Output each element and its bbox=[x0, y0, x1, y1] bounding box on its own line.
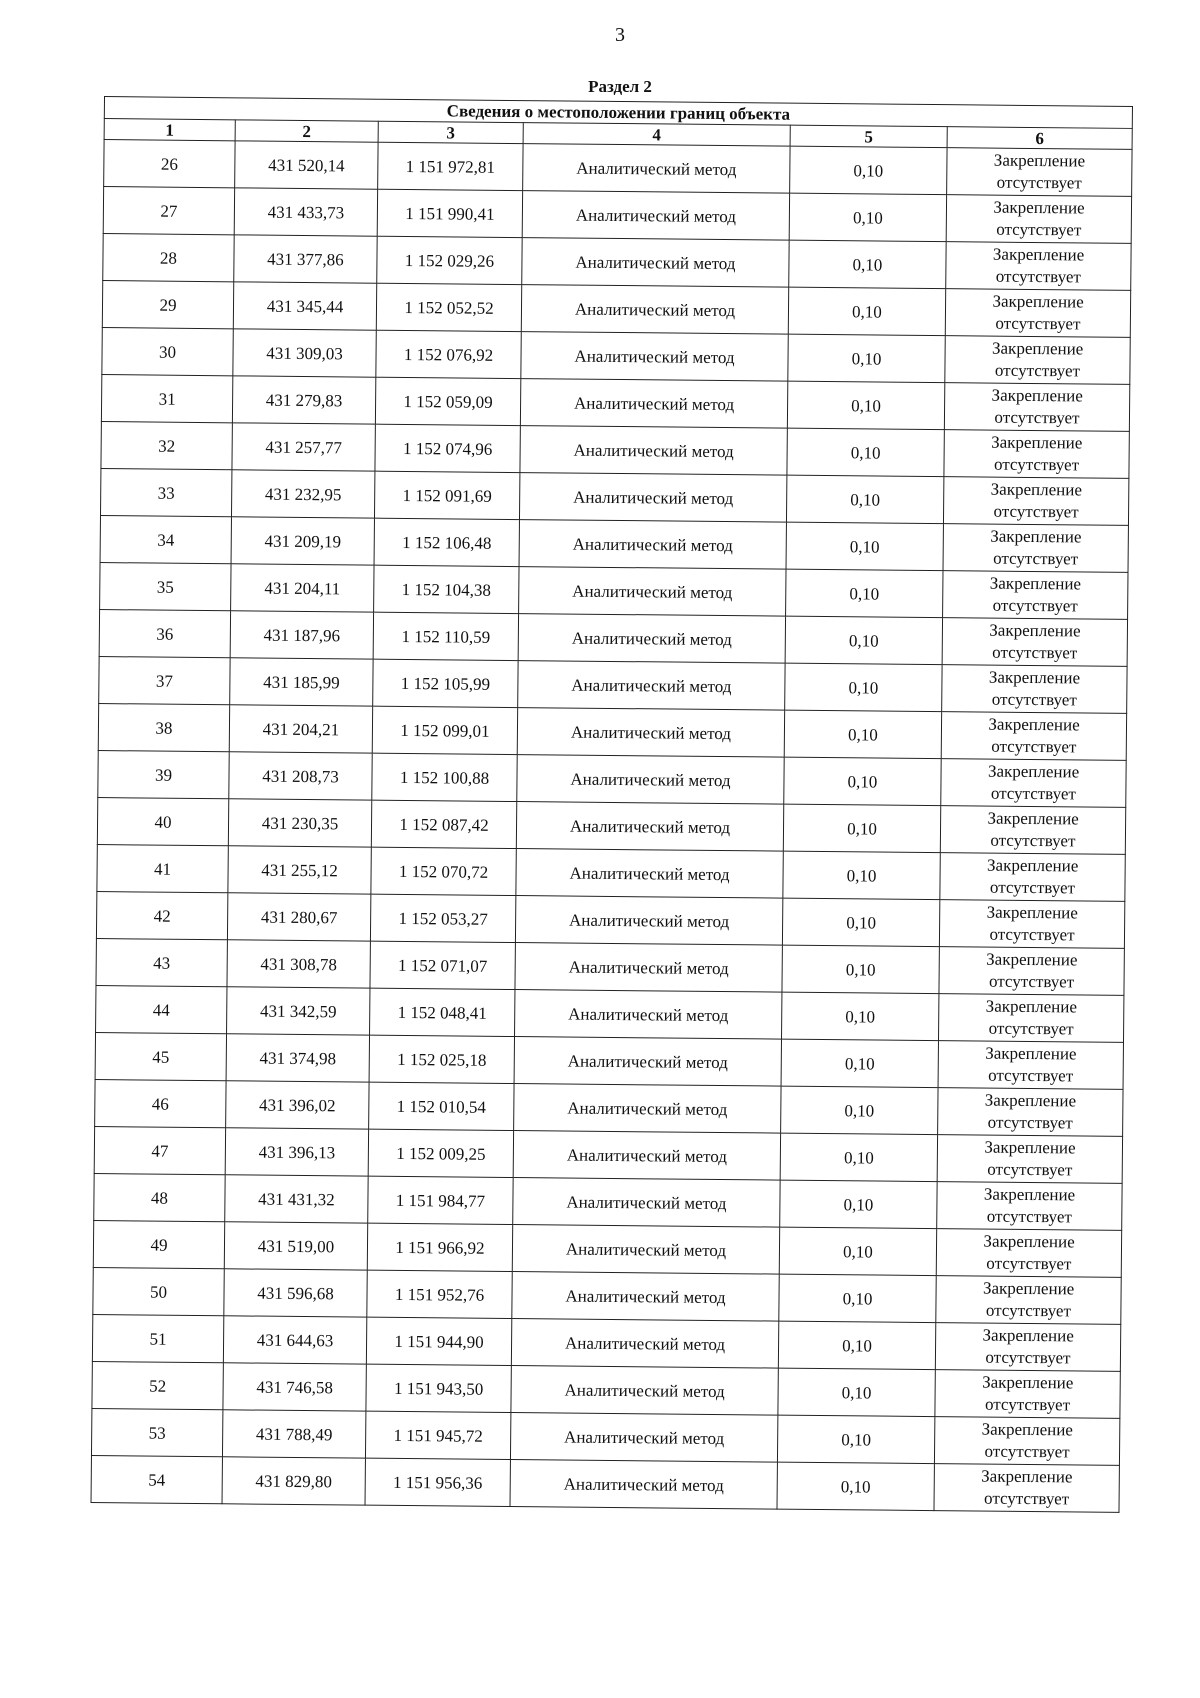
accuracy-cell: 0,10 bbox=[786, 522, 943, 571]
fixation-cell bbox=[940, 853, 1125, 902]
fixation-cell bbox=[938, 1088, 1123, 1137]
x-coordinate-cell: 431 280,67 bbox=[227, 893, 370, 941]
fixation-line-1: Закрепление bbox=[991, 432, 1083, 453]
fixation-cell bbox=[934, 1464, 1119, 1513]
fixation-line-1: Закрепление bbox=[985, 996, 1078, 1017]
y-coordinate-cell: 1 152 076,92 bbox=[376, 330, 521, 378]
y-coordinate-cell: 1 152 053,27 bbox=[370, 894, 515, 942]
fixation-cell bbox=[939, 900, 1124, 949]
point-number-cell: 46 bbox=[95, 1080, 226, 1128]
y-coordinate-cell: 1 151 945,72 bbox=[365, 1411, 510, 1459]
point-number-cell: 35 bbox=[100, 563, 231, 611]
fixation-line-2: отсутствует bbox=[988, 1018, 1074, 1039]
fixation-cell bbox=[940, 806, 1125, 855]
fixation-cell bbox=[937, 1182, 1122, 1231]
x-coordinate-cell: 431 185,99 bbox=[230, 658, 373, 706]
accuracy-cell: 0,10 bbox=[787, 381, 944, 430]
method-cell: Аналитический метод bbox=[518, 661, 785, 711]
fixation-line-1: Закрепление bbox=[992, 291, 1084, 312]
accuracy-cell: 0,10 bbox=[782, 992, 939, 1041]
fixation-line-2: отсутствует bbox=[996, 172, 1082, 193]
page-number: 3 bbox=[615, 24, 625, 46]
accuracy-cell: 0,10 bbox=[786, 569, 943, 618]
fixation-line-2: отсутствует bbox=[988, 1065, 1074, 1086]
x-coordinate-cell: 431 596,68 bbox=[224, 1269, 367, 1317]
y-coordinate-cell: 1 151 990,41 bbox=[377, 189, 522, 237]
fixation-line-2: отсутствует bbox=[995, 266, 1081, 287]
point-number-cell: 50 bbox=[93, 1268, 224, 1316]
fixation-cell bbox=[944, 383, 1129, 432]
point-number-cell: 33 bbox=[100, 469, 231, 517]
accuracy-cell: 0,10 bbox=[783, 804, 940, 853]
fixation-line-1: Закрепление bbox=[990, 526, 1082, 547]
method-cell: Аналитический метод bbox=[510, 1413, 777, 1463]
method-cell: Аналитический метод bbox=[520, 379, 787, 429]
x-coordinate-cell: 431 232,95 bbox=[231, 470, 374, 518]
fixation-line-2: отсутствует bbox=[987, 1112, 1073, 1133]
method-cell: Аналитический метод bbox=[514, 1084, 781, 1134]
x-coordinate-cell: 431 309,03 bbox=[233, 329, 376, 377]
fixation-cell bbox=[943, 571, 1128, 620]
point-number-cell: 52 bbox=[92, 1362, 223, 1410]
x-coordinate-cell: 431 520,14 bbox=[235, 141, 378, 189]
accuracy-cell: 0,10 bbox=[783, 851, 940, 900]
accuracy-cell: 0,10 bbox=[779, 1227, 936, 1276]
accuracy-cell: 0,10 bbox=[778, 1321, 935, 1370]
x-coordinate-cell: 431 204,21 bbox=[229, 705, 372, 753]
accuracy-cell: 0,10 bbox=[781, 1039, 938, 1088]
fixation-line-2: отсутствует bbox=[991, 689, 1077, 710]
fixation-line-2: отсутствует bbox=[996, 219, 1082, 240]
point-number-cell: 44 bbox=[96, 986, 227, 1034]
y-coordinate-cell: 1 151 972,81 bbox=[378, 142, 523, 190]
accuracy-cell: 0,10 bbox=[781, 1086, 938, 1135]
accuracy-cell: 0,10 bbox=[780, 1133, 937, 1182]
x-coordinate-cell: 431 396,13 bbox=[225, 1128, 368, 1176]
y-coordinate-cell: 1 151 952,76 bbox=[367, 1270, 512, 1318]
column-number: 3 bbox=[378, 121, 523, 143]
x-coordinate-cell: 431 788,49 bbox=[222, 1410, 365, 1458]
method-cell: Аналитический метод bbox=[515, 896, 782, 946]
fixation-line-2: отсутствует bbox=[992, 595, 1078, 616]
fixation-line-2: отсутствует bbox=[990, 830, 1076, 851]
y-coordinate-cell: 1 151 944,90 bbox=[366, 1317, 511, 1365]
section-title: Раздел 2 bbox=[588, 77, 652, 96]
fixation-cell bbox=[934, 1417, 1119, 1466]
point-number-cell: 31 bbox=[101, 375, 232, 423]
y-coordinate-cell: 1 152 009,25 bbox=[368, 1129, 513, 1177]
accuracy-cell: 0,10 bbox=[788, 287, 945, 336]
accuracy-cell: 0,10 bbox=[780, 1180, 937, 1229]
fixation-line-1: Закрепление bbox=[987, 808, 1079, 829]
x-coordinate-cell: 431 519,00 bbox=[224, 1222, 367, 1270]
fixation-line-2: отсутствует bbox=[992, 642, 1078, 663]
x-coordinate-cell: 431 829,80 bbox=[222, 1457, 365, 1505]
fixation-line-2: отсутствует bbox=[990, 783, 1077, 804]
fixation-line-2: отсутствует bbox=[987, 1159, 1073, 1180]
accuracy-cell: 0,10 bbox=[785, 616, 942, 665]
method-cell: Аналитический метод bbox=[511, 1319, 778, 1369]
accuracy-cell: 0,10 bbox=[787, 428, 944, 477]
fixation-line-1: Закрепление bbox=[984, 1137, 1076, 1158]
x-coordinate-cell: 431 746,58 bbox=[223, 1363, 366, 1411]
fixation-cell bbox=[935, 1323, 1120, 1372]
x-coordinate-cell: 431 308,78 bbox=[227, 940, 370, 988]
fixation-cell bbox=[942, 665, 1127, 714]
point-number-cell: 29 bbox=[102, 281, 233, 329]
accuracy-cell: 0,10 bbox=[777, 1415, 934, 1464]
method-cell: Аналитический метод bbox=[520, 426, 787, 476]
accuracy-cell: 0,10 bbox=[786, 475, 943, 524]
fixation-cell bbox=[943, 477, 1128, 526]
accuracy-cell: 0,10 bbox=[789, 193, 946, 242]
accuracy-cell: 0,10 bbox=[782, 945, 939, 994]
fixation-line-2: отсутствует bbox=[985, 1300, 1072, 1321]
accuracy-cell: 0,10 bbox=[788, 334, 945, 383]
fixation-line-2: отсутствует bbox=[984, 1394, 1071, 1415]
y-coordinate-cell: 1 152 099,01 bbox=[372, 706, 517, 754]
table-row bbox=[91, 1456, 1119, 1513]
x-coordinate-cell: 431 377,86 bbox=[234, 235, 377, 283]
accuracy-cell: 0,10 bbox=[779, 1274, 936, 1323]
fixation-cell bbox=[942, 618, 1127, 667]
point-number-cell: 51 bbox=[92, 1315, 223, 1363]
fixation-line-1: Закрепление bbox=[988, 667, 1081, 688]
fixation-line-2: отсутствует bbox=[994, 360, 1081, 381]
fixation-cell bbox=[945, 289, 1130, 338]
y-coordinate-cell: 1 152 071,07 bbox=[370, 941, 515, 989]
point-number-cell: 39 bbox=[98, 751, 229, 799]
accuracy-cell: 0,10 bbox=[789, 240, 946, 289]
point-number-cell: 48 bbox=[94, 1174, 225, 1222]
x-coordinate-cell: 431 204,11 bbox=[231, 564, 374, 612]
method-cell: Аналитический метод bbox=[512, 1272, 779, 1322]
fixation-line-1: Закрепление bbox=[987, 761, 1080, 782]
y-coordinate-cell: 1 152 010,54 bbox=[369, 1082, 514, 1130]
x-coordinate-cell: 431 208,73 bbox=[229, 752, 372, 800]
x-coordinate-cell: 431 644,63 bbox=[223, 1316, 366, 1364]
point-number-cell: 45 bbox=[95, 1033, 226, 1081]
fixation-line-1: Закрепление bbox=[981, 1419, 1073, 1440]
point-number-cell: 26 bbox=[104, 140, 235, 188]
accuracy-cell: 0,10 bbox=[782, 898, 939, 947]
point-number-cell: 54 bbox=[91, 1456, 222, 1504]
fixation-line-1: Закрепление bbox=[981, 1466, 1073, 1487]
point-number-cell: 38 bbox=[98, 704, 229, 752]
point-number-cell: 42 bbox=[96, 892, 227, 940]
x-coordinate-cell: 431 257,77 bbox=[232, 423, 375, 471]
fixation-line-2: отсутствует bbox=[988, 971, 1075, 992]
method-cell: Аналитический метод bbox=[512, 1225, 779, 1275]
point-number-cell: 40 bbox=[97, 798, 228, 846]
fixation-cell bbox=[941, 759, 1126, 808]
fixation-line-1: Закрепление bbox=[989, 620, 1081, 641]
method-cell: Аналитический метод bbox=[519, 567, 786, 617]
y-coordinate-cell: 1 152 091,69 bbox=[374, 471, 519, 519]
fixation-line-1: Закрепление bbox=[988, 714, 1080, 735]
y-coordinate-cell: 1 152 074,96 bbox=[375, 424, 520, 472]
y-coordinate-cell: 1 152 104,38 bbox=[374, 565, 519, 613]
fixation-line-1: Закрепление bbox=[983, 1231, 1075, 1252]
fixation-cell bbox=[946, 195, 1131, 244]
y-coordinate-cell: 1 152 110,59 bbox=[373, 612, 518, 660]
x-coordinate-cell: 431 345,44 bbox=[233, 282, 376, 330]
fixation-line-1: Закрепление bbox=[990, 479, 1083, 500]
y-coordinate-cell: 1 152 048,41 bbox=[370, 988, 515, 1036]
x-coordinate-cell: 431 230,35 bbox=[228, 799, 371, 847]
x-coordinate-cell: 431 342,59 bbox=[227, 987, 370, 1035]
fixation-cell bbox=[936, 1276, 1121, 1325]
method-cell: Аналитический метод bbox=[517, 708, 784, 758]
method-cell: Аналитический метод bbox=[519, 473, 786, 523]
y-coordinate-cell: 1 151 956,36 bbox=[365, 1458, 510, 1506]
column-number: 4 bbox=[523, 123, 790, 147]
fixation-line-1: Закрепление bbox=[993, 150, 1086, 171]
table-body bbox=[91, 140, 1132, 1513]
column-number: 2 bbox=[235, 120, 378, 142]
fixation-line-1: Закрепление bbox=[985, 1043, 1077, 1064]
fixation-line-2: отсутствует bbox=[984, 1488, 1070, 1509]
x-coordinate-cell: 431 255,12 bbox=[228, 846, 371, 894]
method-cell: Аналитический метод bbox=[522, 191, 789, 241]
boundary-table bbox=[91, 96, 1134, 1513]
fixation-line-2: отсутствует bbox=[991, 736, 1077, 757]
accuracy-cell: 0,10 bbox=[784, 710, 941, 759]
y-coordinate-cell: 1 152 087,42 bbox=[371, 800, 516, 848]
fixation-line-1: Закрепление bbox=[986, 855, 1079, 876]
method-cell: Аналитический метод bbox=[513, 1131, 780, 1181]
column-number: 6 bbox=[947, 127, 1132, 150]
y-coordinate-cell: 1 152 105,99 bbox=[373, 659, 518, 707]
column-number: 1 bbox=[104, 119, 235, 141]
accuracy-cell: 0,10 bbox=[785, 663, 942, 712]
fixation-cell bbox=[937, 1135, 1122, 1184]
point-number-cell: 28 bbox=[103, 234, 234, 282]
method-cell: Аналитический метод bbox=[518, 614, 785, 664]
method-cell: Аналитический метод bbox=[517, 755, 784, 805]
fixation-line-2: отсутствует bbox=[989, 924, 1075, 945]
point-number-cell: 43 bbox=[96, 939, 227, 987]
column-number: 5 bbox=[790, 125, 947, 148]
fixation-line-2: отсутствует bbox=[986, 1253, 1072, 1274]
y-coordinate-cell: 1 151 966,92 bbox=[367, 1223, 512, 1271]
point-number-cell: 47 bbox=[94, 1127, 225, 1175]
fixation-line-2: отсутствует bbox=[985, 1347, 1071, 1368]
method-cell: Аналитический метод bbox=[514, 1037, 781, 1087]
fixation-line-2: отсутствует bbox=[993, 548, 1079, 569]
y-coordinate-cell: 1 152 052,52 bbox=[376, 283, 521, 331]
fixation-cell bbox=[938, 994, 1123, 1043]
fixation-cell bbox=[943, 524, 1128, 573]
method-cell: Аналитический метод bbox=[515, 943, 782, 993]
fixation-line-2: отсутствует bbox=[993, 454, 1080, 475]
y-coordinate-cell: 1 152 029,26 bbox=[377, 236, 522, 284]
fixation-line-1: Закрепление bbox=[982, 1372, 1074, 1393]
fixation-cell bbox=[944, 430, 1129, 479]
x-coordinate-cell: 431 209,19 bbox=[231, 517, 374, 565]
y-coordinate-cell: 1 152 059,09 bbox=[375, 377, 520, 425]
point-number-cell: 53 bbox=[91, 1409, 222, 1457]
fixation-line-2: отсутствует bbox=[993, 501, 1079, 522]
x-coordinate-cell: 431 279,83 bbox=[232, 376, 375, 424]
y-coordinate-cell: 1 152 070,72 bbox=[371, 847, 516, 895]
x-coordinate-cell: 431 433,73 bbox=[234, 188, 377, 236]
method-cell: Аналитический метод bbox=[521, 285, 788, 335]
fixation-line-2: отсутствует bbox=[986, 1206, 1072, 1227]
fixation-line-2: отсутствует bbox=[989, 877, 1076, 898]
fixation-line-1: Закрепление bbox=[986, 902, 1078, 923]
fixation-line-1: Закрепление bbox=[991, 338, 1084, 359]
fixation-line-1: Закрепление bbox=[986, 949, 1078, 970]
fixation-cell bbox=[945, 336, 1130, 385]
accuracy-cell: 0,10 bbox=[790, 146, 947, 195]
x-coordinate-cell: 431 431,32 bbox=[225, 1175, 368, 1223]
point-number-cell: 37 bbox=[99, 657, 230, 705]
fixation-line-2: отсутствует bbox=[984, 1441, 1070, 1462]
accuracy-cell: 0,10 bbox=[778, 1368, 935, 1417]
method-cell: Аналитический метод bbox=[523, 144, 790, 194]
method-cell: Аналитический метод bbox=[513, 1178, 780, 1228]
point-number-cell: 49 bbox=[93, 1221, 224, 1269]
y-coordinate-cell: 1 152 100,88 bbox=[372, 753, 517, 801]
x-coordinate-cell: 431 187,96 bbox=[230, 611, 373, 659]
y-coordinate-cell: 1 151 943,50 bbox=[366, 1364, 511, 1412]
method-cell: Аналитический метод bbox=[522, 238, 789, 288]
fixation-line-1: Закрепление bbox=[984, 1090, 1077, 1111]
fixation-line-2: отсутствует bbox=[994, 407, 1080, 428]
fixation-line-1: Закрепление bbox=[993, 197, 1085, 218]
point-number-cell: 36 bbox=[99, 610, 230, 658]
fixation-line-1: Закрепление bbox=[983, 1184, 1076, 1205]
point-number-cell: 32 bbox=[101, 422, 232, 470]
fixation-cell bbox=[936, 1229, 1121, 1278]
accuracy-cell: 0,10 bbox=[777, 1462, 934, 1511]
fixation-line-1: Закрепление bbox=[991, 385, 1083, 406]
x-coordinate-cell: 431 396,02 bbox=[226, 1081, 369, 1129]
point-number-cell: 27 bbox=[103, 187, 234, 235]
method-cell: Аналитический метод bbox=[516, 802, 783, 852]
fixation-cell bbox=[941, 712, 1126, 761]
accuracy-cell: 0,10 bbox=[784, 757, 941, 806]
point-number-cell: 30 bbox=[102, 328, 233, 376]
fixation-line-1: Закрепление bbox=[982, 1325, 1074, 1346]
y-coordinate-cell: 1 151 984,77 bbox=[368, 1176, 513, 1224]
x-coordinate-cell: 431 374,98 bbox=[226, 1034, 369, 1082]
method-cell: Аналитический метод bbox=[515, 990, 782, 1040]
y-coordinate-cell: 1 152 025,18 bbox=[369, 1035, 514, 1083]
method-cell: Аналитический метод bbox=[511, 1366, 778, 1416]
fixation-line-1: Закрепление bbox=[982, 1278, 1075, 1299]
method-cell: Аналитический метод bbox=[510, 1460, 777, 1510]
fixation-cell bbox=[938, 1041, 1123, 1090]
point-number-cell: 34 bbox=[100, 516, 231, 564]
method-cell: Аналитический метод bbox=[519, 520, 786, 570]
fixation-cell bbox=[935, 1370, 1120, 1419]
fixation-cell bbox=[947, 148, 1132, 197]
method-cell: Аналитический метод bbox=[516, 849, 783, 899]
y-coordinate-cell: 1 152 106,48 bbox=[374, 518, 519, 566]
point-number-cell: 41 bbox=[97, 845, 228, 893]
method-cell: Аналитический метод bbox=[521, 332, 788, 382]
fixation-line-1: Закрепление bbox=[989, 573, 1082, 594]
fixation-cell bbox=[946, 242, 1131, 291]
fixation-line-1: Закрепление bbox=[992, 244, 1085, 265]
fixation-line-2: отсутствует bbox=[995, 313, 1081, 334]
fixation-cell bbox=[939, 947, 1124, 996]
table-caption: Сведения о местоположении границ объекта bbox=[104, 97, 1132, 129]
